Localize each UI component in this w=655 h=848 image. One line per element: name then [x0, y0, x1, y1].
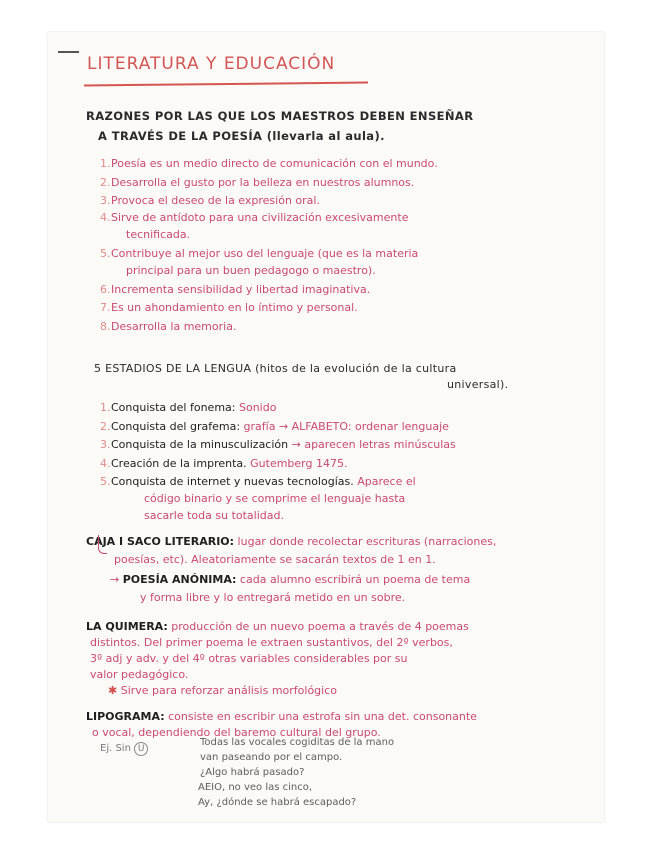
razon-item-continuation	[126, 263, 376, 279]
item-number: 2.	[100, 420, 111, 433]
razon-item	[100, 319, 236, 335]
poesia-anonima-term: POESÍA ANÓNIMA:	[122, 573, 237, 586]
poem-verse: AEIO, no veo las cinco,	[198, 782, 313, 793]
item-number: 1.	[100, 401, 111, 414]
ejemplo-text: Ej. Sin	[100, 743, 131, 754]
item-number: 4.	[100, 457, 111, 470]
item-text: Desarrolla el gusto por la belleza en nuestros alumnos.	[111, 176, 415, 189]
poem-verse: ¿Algo habrá pasado?	[200, 767, 305, 778]
caja-line2: poesías, etc). Aleatoriamente se sacarán textos de 1 en 1.	[114, 553, 436, 566]
item-text: Contribuye al mejor uso del lenguaje (que es la materia	[111, 247, 419, 260]
estadio-item	[100, 419, 449, 435]
quimera-term: LA QUIMERA:	[86, 620, 168, 633]
razon-item	[100, 246, 418, 262]
estadio-term: Conquista del grafema:	[111, 420, 241, 433]
item-number: 3.	[100, 194, 111, 207]
razones-heading-line2: A TRAVÉS DE LA POESÍA (llevarla al aula).	[98, 129, 385, 143]
estadio-detail: Gutemberg 1475.	[246, 457, 348, 470]
item-number: 7.	[100, 301, 111, 314]
circled-letter: U	[134, 742, 148, 756]
item-text: Desarrolla la memoria.	[111, 320, 237, 333]
estadio-item	[100, 474, 416, 490]
item-text: Incrementa sensibilidad y libertad imaginativa.	[111, 283, 371, 296]
item-number: 1.	[100, 157, 111, 170]
quimera-line: distintos. Del primer poema le extraen sustantivos, del 2º verbos,	[90, 636, 453, 649]
page-title: LITERATURA Y EDUCACIÓN	[87, 54, 336, 74]
estadio-detail: grafía → ALFABETO: ordenar lenguaje	[240, 420, 449, 433]
item-number: 5.	[100, 475, 111, 488]
estadio-term: Conquista del fonema:	[111, 401, 236, 414]
estadio-continuation: sacarle toda su totalidad.	[144, 509, 284, 522]
quimera-line: valor pedagógico.	[90, 668, 189, 681]
quimera-line: 3º adj y adv. y del 4º otras variables considerables por su	[90, 652, 408, 665]
poem-verse: Todas las vocales cogiditas de la mano	[200, 737, 395, 748]
caja-term: CAJA I SACO LITERARIO:	[86, 535, 235, 548]
razon-item	[100, 193, 320, 209]
estadio-item	[100, 400, 276, 416]
item-number: 8.	[100, 320, 111, 333]
estadio-term: Creación de la imprenta.	[111, 457, 247, 470]
razon-item	[100, 156, 438, 172]
item-number: 5.	[100, 247, 111, 260]
poem-verse: van paseando por el campo.	[200, 752, 343, 763]
razon-item	[100, 210, 408, 226]
estadios-heading-line2: universal).	[447, 378, 509, 391]
estadio-term: Conquista de internet y nuevas tecnologías.	[111, 475, 354, 488]
razon-item-continuation	[126, 227, 190, 243]
estadio-detail: Sonido	[235, 401, 277, 414]
estadio-detail: Aparece el	[353, 475, 416, 488]
item-text: Es un ahondamiento en lo íntimo y personal.	[111, 301, 358, 314]
quimera-note-text: Sirve para reforzar análisis morfológico	[120, 684, 337, 697]
quimera-line1	[86, 619, 469, 635]
title-underline	[84, 82, 368, 87]
poem-verse: Ay, ¿dónde se habrá escapado?	[198, 797, 357, 808]
estadio-detail: → aparecen letras minúsculas	[288, 438, 456, 451]
asterisk-icon: ✱	[108, 684, 118, 697]
lipograma-term: LIPOGRAMA:	[86, 710, 165, 723]
lipograma-line2: o vocal, dependiendo del baremo cultural del grupo.	[92, 726, 381, 739]
item-text: Sirve de antídoto para una civilización excesivamente	[111, 211, 409, 224]
notebook-page	[48, 32, 604, 822]
razon-item	[100, 175, 414, 191]
razones-heading-line1: RAZONES POR LAS QUE LOS MAESTROS DEBEN ENSEÑAR	[86, 109, 474, 123]
caja-bracket	[98, 535, 107, 554]
estadio-continuation: código binario y se comprime el lenguaje hasta	[144, 492, 406, 505]
caja-line1-rest: lugar donde recolectar escrituras (narraciones,	[234, 535, 497, 548]
razon-item	[100, 300, 358, 316]
item-number: 3.	[100, 438, 111, 451]
lipograma-line1	[86, 709, 477, 725]
quimera-note	[108, 683, 337, 699]
item-number: 6.	[100, 283, 111, 296]
caja-line1	[86, 534, 496, 550]
item-text: tecnificada.	[126, 228, 191, 241]
item-text: Provoca el deseo de la expresión oral.	[111, 194, 320, 207]
estadio-item	[100, 456, 347, 472]
item-text: principal para un buen pedagogo o maestro).	[126, 264, 376, 277]
poesia-arrow: →	[110, 573, 123, 586]
estadio-term: Conquista de la minusculización	[111, 438, 289, 451]
lipograma-line1-rest: consiste en escribir una estrofa sin una det. consonante	[164, 710, 477, 723]
poesia-anonima-line1	[110, 572, 470, 588]
estadio-item	[100, 437, 456, 453]
poesia-anonima-line2: y forma libre y lo entregará metido en un sobre.	[140, 591, 406, 604]
razon-item	[100, 282, 370, 298]
item-number: 4.	[100, 211, 111, 224]
item-number: 2.	[100, 176, 111, 189]
ejemplo-label	[100, 741, 148, 757]
quimera-line1-rest: producción de un nuevo poema a través de 4 poemas	[167, 620, 469, 633]
corner-mark	[58, 51, 79, 53]
estadios-heading-line1: 5 ESTADIOS DE LA LENGUA (hitos de la evolución de la cultura	[94, 362, 457, 375]
poesia-anonima-rest: cada alumno escribirá un poema de tema	[236, 573, 471, 586]
item-text: Poesía es un medio directo de comunicación con el mundo.	[111, 157, 438, 170]
